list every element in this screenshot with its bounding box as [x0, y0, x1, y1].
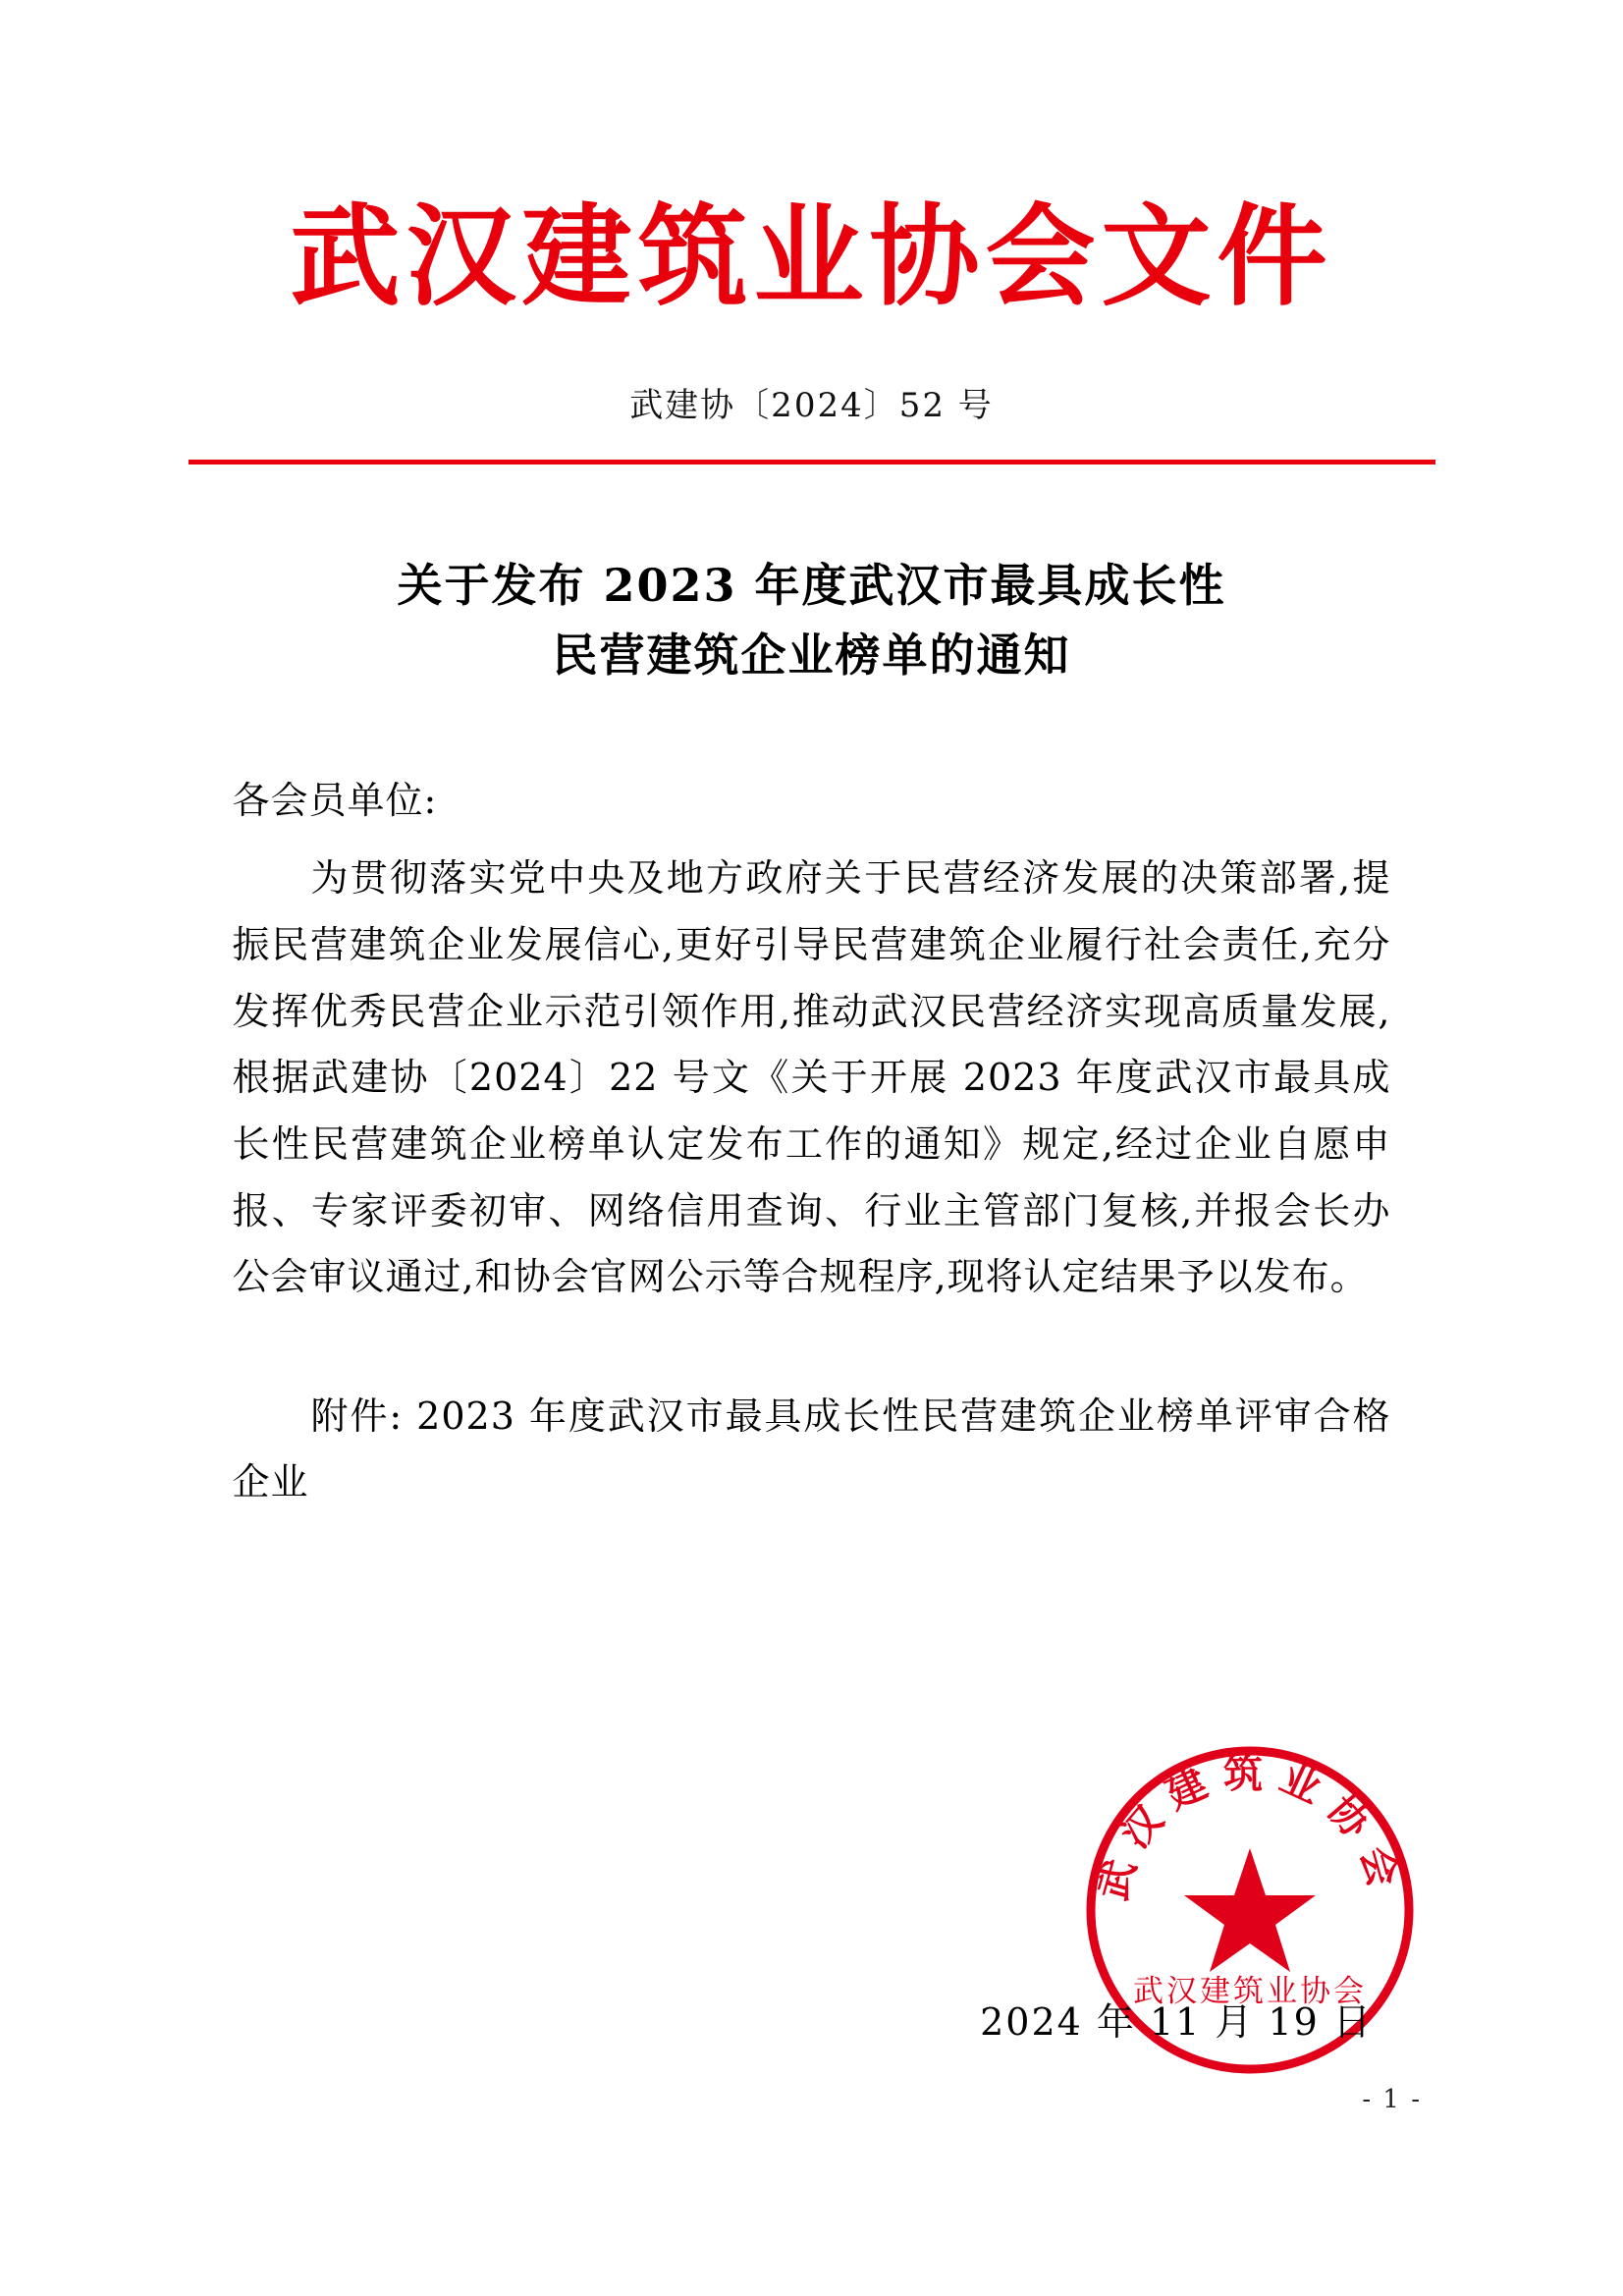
document-header [0, 192, 1623, 465]
body-paragraph-1: 为贯彻落实党中央及地方政府关于民营经济发展的决策部署,提振民营建筑企业发展信心,更好引导民营建筑企业履行社会责任,充分发挥优秀民营企业示范引领作用,推动武汉民营经济实现高质量发展,根据武建协〔2024〕22 号文《关于开展 2023 年度武汉市最具成长性民营建筑企业榜单认定发布工作的通知》规定,经过企业自愿申报、专家评委初审、网络信用查询、行业主管部门复核,并报会长办公会审议通过,和协会官网公示等合规程序,现将认定结果予以发布。 [232, 856, 1391, 1299]
page-number: - 1 - [1362, 2085, 1422, 2114]
page-title-line-1: 关于发布 2023 年度武汉市最具成长性 [397, 559, 1226, 613]
organization-title: 武汉建筑业协会文件 [290, 192, 1333, 321]
signature-date: 2024 年 11 月 19 日 [980, 2000, 1373, 2044]
svg-text:武汉建筑业协会: 武汉建筑业协会 [1089, 1751, 1411, 1905]
svg-text:武汉建筑业协会: 武汉建筑业协会 [1133, 1974, 1367, 2009]
page-title-line-2: 民营建筑企业榜单的通知 [552, 629, 1071, 683]
page-title [233, 551, 1391, 691]
salutation: 各会员单位: [232, 778, 438, 822]
document-number: 武建协〔2024〕52 号 [629, 386, 994, 426]
red-divider-rule [189, 460, 1435, 465]
attachment-note: 附件: 2023 年度武汉市最具成长性民营建筑企业榜单评审合格企业 [232, 1394, 1391, 1504]
document-body [233, 768, 1391, 1516]
